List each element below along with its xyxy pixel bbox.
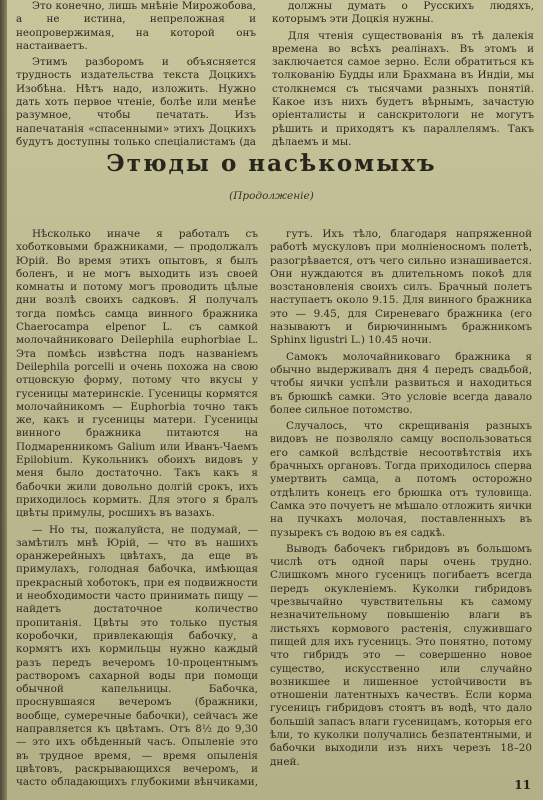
column-top-right	[272, 0, 534, 148]
column-bottom-right	[270, 228, 532, 768]
paragraph: гутъ. Ихъ тѣло, благодаря напряженной работѣ мускуловъ при молніеносномъ полетѣ, разогрѣвается, отъ чего сильно изнашивается. Они нуждаются въ длительномъ покоѣ для возстановленія своихъ силъ. Брачный полетъ наступаетъ около 9.15. Для винного бражника это — 9.45, для Сиреневаго бражника (его называютъ и бирючиннымъ бражникомъ Sphinx ligustri L.) 10.45 ночи.	[270, 228, 532, 347]
paragraph: Самокъ молочайниковаго бражника я обычно выдерживалъ дня 4 передъ свадьбой, чтобы яички успѣли развиться и находиться въ брюшкѣ самки. Это условіе всегда давало более сильное потомство.	[270, 350, 532, 416]
column-bottom-left	[16, 228, 258, 788]
paragraph: — Но ты, пожалуйста, не подумай, — замѣтилъ мнѣ Юрій, — что въ нашихъ оранжерейныхъ цвѣтахъ, да еще въ примулахъ, голодная бабочка, имѣющая прекрасный хоботокъ, при ея подвижности и необходимости часто принимать пищу — найдетъ достаточное количество пропитанія. Цвѣты это только пустыя коробочки, привлекающія бабочку, а кормятъ ихъ кормильцы нужно каждый разъ передъ вечеромъ 10-процентнымъ растворомъ сахарной воды при помощи обычной капельницы. Бабочка, проснувшаяся вечеромъ (бражники, вообще, сумеречные бабочки), сейчасъ же направляется къ цвѣтамъ. Отъ 8½ до 9,30 — это ихъ обѣденный часъ. Опыленіе это въ трудное время, — время опыленія цвѣтовъ, раскрывающихся вечеромъ, и часто обладающихъ глубокими вѣнчиками,	[16, 523, 258, 788]
paragraph: Для чтенія существованія въ тѣ далекія времена во всѣхъ реалінахъ. Въ этомъ и заключается самое зерно. Если обратиться къ толкованію Будды или Брахмана въ Индіи, мы столкнемся съ тысячами разныхъ понятій. Какое изъ нихъ будетъ вѣрнымъ, зачастую оріенталисты и санскритологи не могутъ рѣшить и приходятъ къ параллелямъ. Такъ дѣлаемъ и мы.	[272, 29, 534, 148]
book-spine-shadow	[0, 0, 7, 800]
paragraph: Выводъ бабочекъ гибридовъ въ большомъ числѣ отъ одной пары очень трудно. Слишкомъ много гусеницъ погибаетъ всегда передъ окукленіемъ. Куколки гибридовъ чрезвычайно чувствительны къ самому незначительному повышенію влаги въ листьяхъ кормового растенія, служившаго пищей для ихъ гусеницъ. Это понятно, потому что гибридъ это — совершенно новое существо, искусственно или случайно возникшее и лишенное устойчивости въ отношеніи латентныхъ качествъ. Если корма гусеницъ гибридовъ стоятъ въ водѣ, что дало большій запасъ влаги гусеницамъ, которыя его ѣли, то куколки получались безпатентными, и бабочки выходили изъ нихъ черезъ 18–20 дней.	[270, 542, 532, 768]
paragraph: Случалось, что скрещиванія разныхъ видовъ не позволяло самцу воспользоваться его самкой вслѣдствіе несоотвѣтствія ихъ брачныхъ органовъ. Тогда приходилось сперва умертвить самца, а потомъ осторожно отдѣлить конецъ его брюшка отъ туловища. Самка это почуетъ не мѣшало отложить яички на пучкахъ молочая, поставленныхъ въ пузырекъ съ водою въ ея садкѣ.	[270, 420, 532, 539]
page-number: 11	[514, 778, 531, 792]
column-top-left	[16, 0, 256, 148]
article-title: Этюды о насѣкомыхъ	[106, 150, 437, 177]
article-subtitle: (Продолженіе)	[229, 190, 314, 202]
paragraph: должны думать о Русскихъ людяхъ, которымъ эти Доцкія нужны.	[272, 0, 534, 26]
paragraph: Нѣсколько иначе я работалъ съ хоботковыми бражниками, — продолжалъ Юрій. Во время этихъ опытовъ, я былъ боленъ, и не могъ выходить изъ своей комнаты и потому могъ проводить цѣлые дни возлѣ своихъ садковъ. Я получалъ тогда помѣсь самца винного бражника Chaerocampa elpenor L. съ самкой молочайниковаго Deilephila euphorbiae L. Эта помѣсь извѣстна подъ названіемъ Deilephila porcelli и очень похожа на свою отцовскую форму, потому что вкусы у гусеницы материнскіе. Гусеницы кормятся молочайникомъ — Euphorbia точно такъ же, какъ и гусеницы матери. Гусеницы винного бражника питаются на Подмаренникомъ Galium или Иванъ-Чаемъ Epilobium. Кукольникъ обоихъ видовъ у меня было достаточно. Такъ какъ я бабочки жили довольно долгій срокъ, ихъ приходилось кормить. Для этого я бралъ цвѣты примулы, росшихъ въ вазахъ.	[16, 228, 258, 520]
paragraph: Этимъ разборомъ и объясняется трудность издательства текста Доцкихъ Изобѣна. Нѣтъ надо, изложить. Нужно дать хоть первое чтеніе, болѣе или менѣе разумное, чтобы печатать. Изъ напечатанія «спасенными» этихъ Доцкихъ будутъ доступны только спеціалистамъ (да	[16, 56, 256, 148]
paragraph: Это конечно, лишь мнѣніе Мирожобова, а не истина, непреложная и неопровержимая, на которой онъ настаиваетъ.	[16, 0, 256, 52]
